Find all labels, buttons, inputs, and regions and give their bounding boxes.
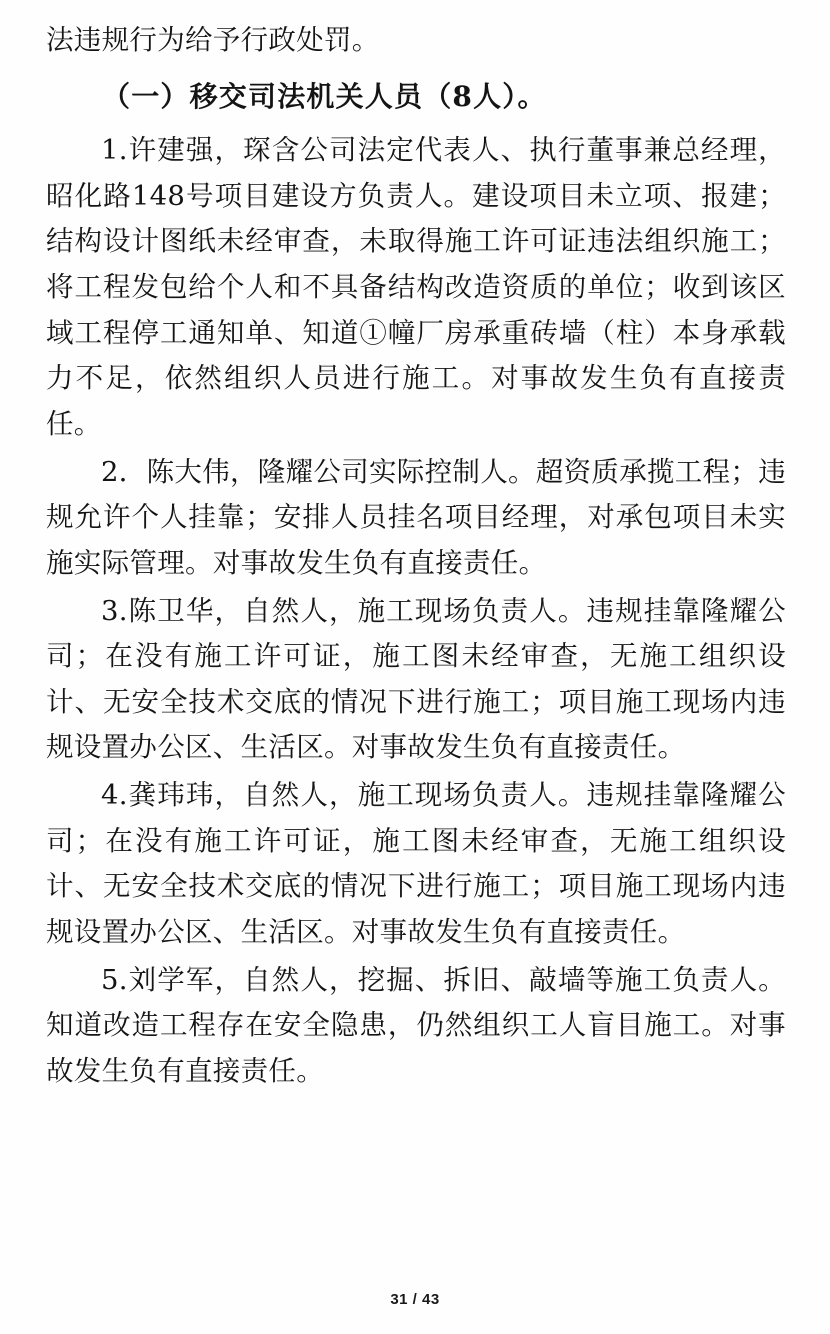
list-item-1: 1.许建强，琛含公司法定代表人、执行董事兼总经理，昭化路148号项目建设方负责人。建设项目未立项、报建；结构设计图纸未经审查，未取得施工许可证违法组织施工；将工程发包给个人和不具备结构改造资质的单位；收到该区域工程停工通知单、知道①幢厂房承重砖墙（柱）本身承载力不足，依然组织人员进行施工。对事故发生负有直接责任。 bbox=[46, 134, 786, 440]
page-number-footer: 31 / 43 bbox=[390, 1291, 440, 1308]
list-item-4: 4.龚玮玮，自然人，施工现场负责人。违规挂靠隆耀公司；在没有施工许可证，施工图未经审查，无施工组织设计、无安全技术交底的情况下进行施工；项目施工现场内违规设置办公区、生活区。对事故发生负有直接责任。 bbox=[46, 779, 786, 948]
list-item-2: 2．陈大伟，隆耀公司实际控制人。超资质承揽工程；违规允许个人挂靠；安排人员挂名项目经理，对承包项目未实施实际管理。对事故发生负有直接责任。 bbox=[46, 455, 786, 579]
list-item-3: 3.陈卫华，自然人，施工现场负责人。违规挂靠隆耀公司；在没有施工许可证，施工图未经审查，无施工组织设计、无安全技术交底的情况下进行施工；项目施工现场内违规设置办公区、生活区。对事故发生负有直接责任。 bbox=[46, 594, 786, 764]
paragraph-continued: 法违规行为给予行政处罚。 bbox=[46, 24, 380, 56]
list-item-5: 5.刘学军，自然人，挖掘、拆旧、敲墙等施工负责人。知道改造工程存在安全隐患，仍然组织工人盲目施工。对事故发生负有直接责任。 bbox=[46, 963, 786, 1087]
section-heading: （一）移交司法机关人员（8人）。 bbox=[102, 79, 547, 113]
document-body bbox=[46, 18, 786, 1095]
